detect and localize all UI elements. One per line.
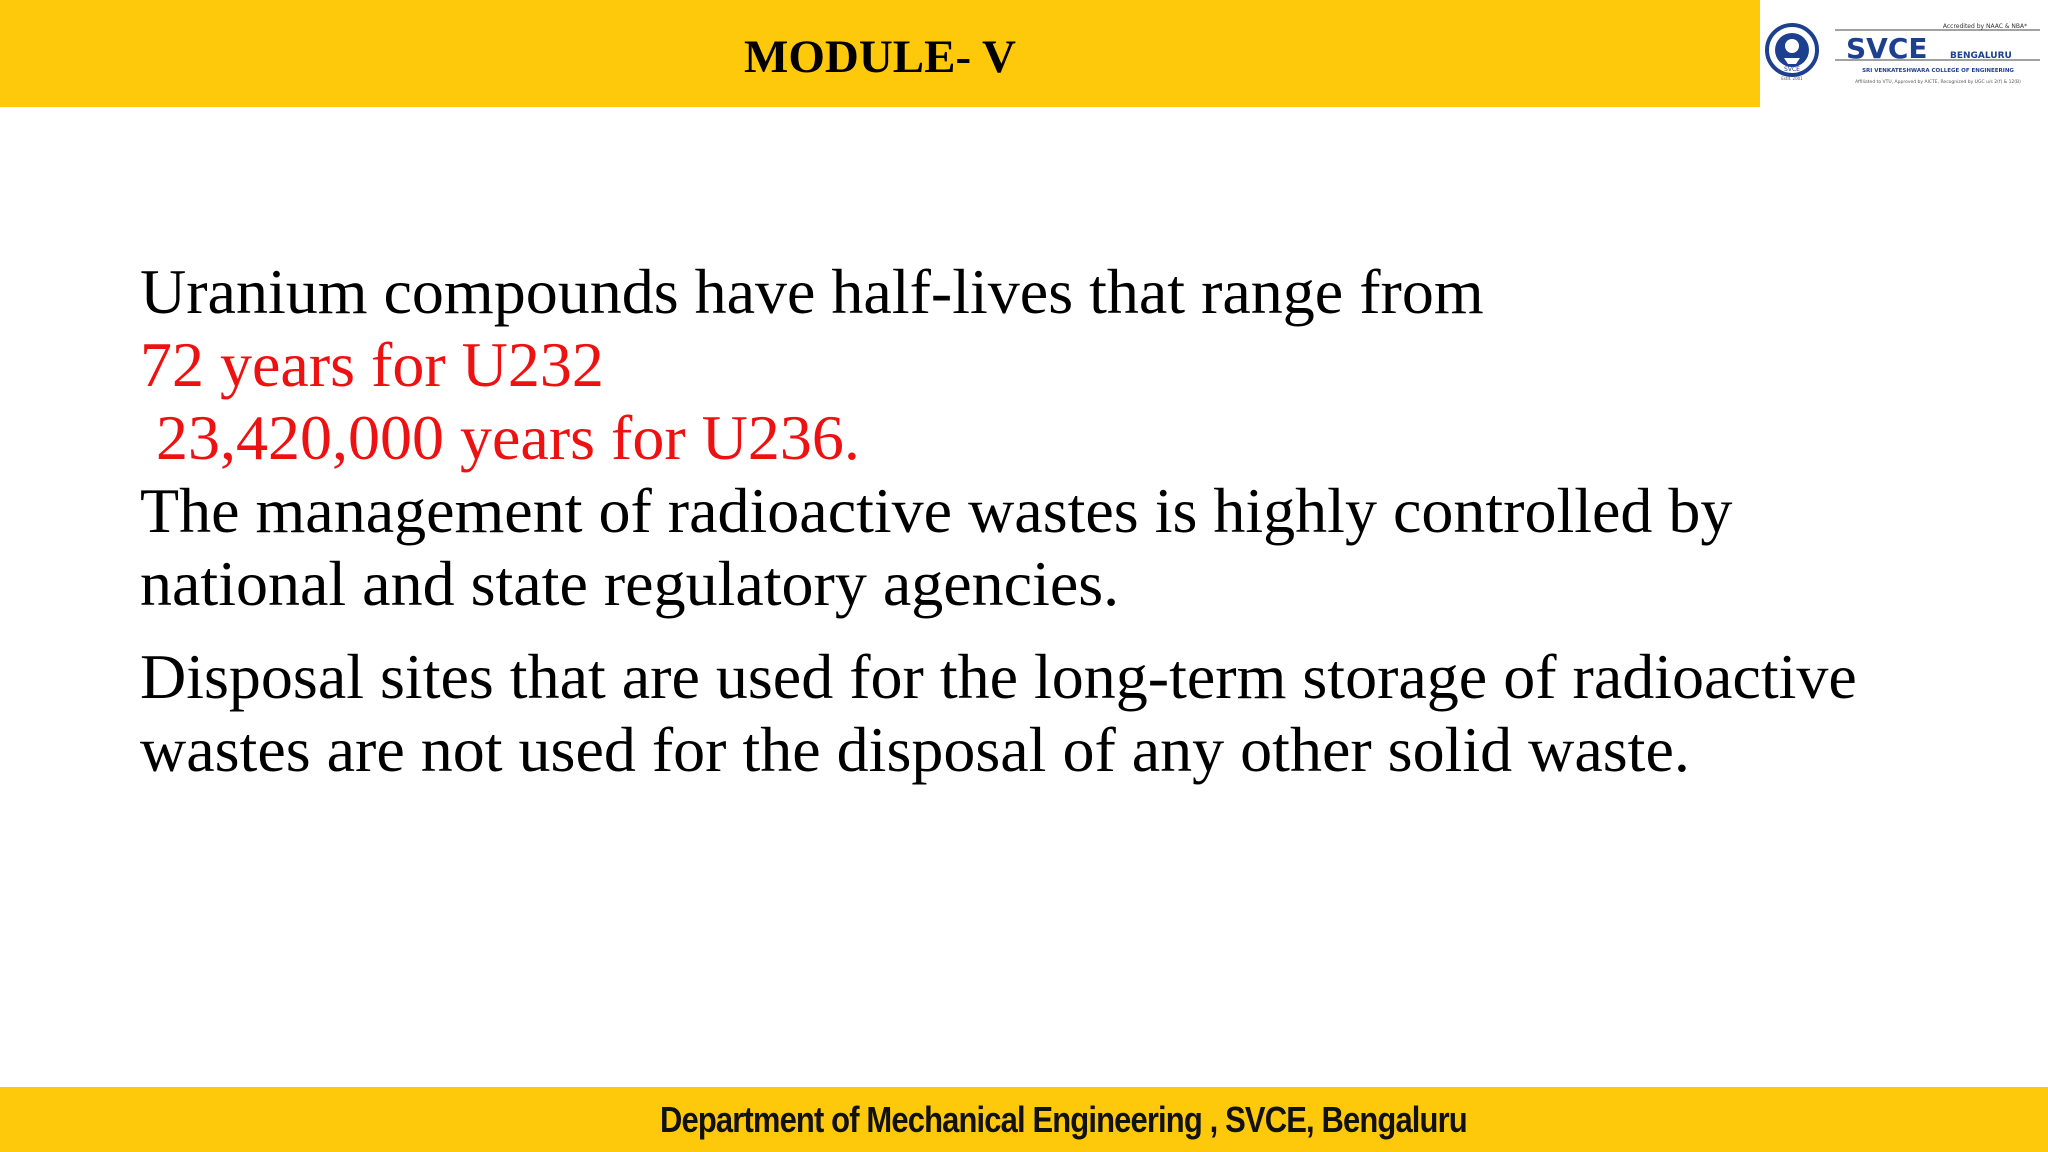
paragraph-u232: 72 years for U232: [140, 329, 604, 400]
header-bar: [0, 0, 1760, 107]
seal-year: Estd. 2001: [1781, 76, 1803, 81]
paragraph-u236: 23,420,000 years for U236.: [156, 402, 860, 473]
college-logo: [1760, 0, 2048, 107]
paragraph-half-lives: Uranium compounds have half-lives that range from: [140, 256, 1484, 327]
logo-accreditation: Accredited by NAAC & NBA*: [1942, 23, 2028, 30]
page-title: MODULE- V: [744, 30, 1016, 83]
slide-content: [140, 255, 1940, 786]
logo-affiliation: Affiliated to VTU, Approved by AICTE, Recognized by UGC u/s 2(f) & 12(B): [1855, 80, 2021, 85]
paragraph-management: The management of radioactive wastes is highly controlled by national and state regulatory agencies.: [140, 475, 1733, 619]
college-seal-icon: [1767, 25, 1817, 81]
footer-text: Department of Mechanical Engineering , SVCE, Bengaluru: [660, 1099, 1467, 1140]
paragraph-disposal-sites: Disposal sites that are used for the long-term storage of radioactive wastes are not used for the disposal of any other solid waste.: [140, 641, 1857, 785]
seal-text: SVCE: [1784, 66, 1800, 73]
logo-college-name: SRI VENKATESHWARA COLLEGE OF ENGINEERING: [1862, 68, 2014, 74]
logo-location: BENGALURU: [1950, 51, 2012, 61]
logo-name: SVCE: [1846, 32, 1928, 65]
